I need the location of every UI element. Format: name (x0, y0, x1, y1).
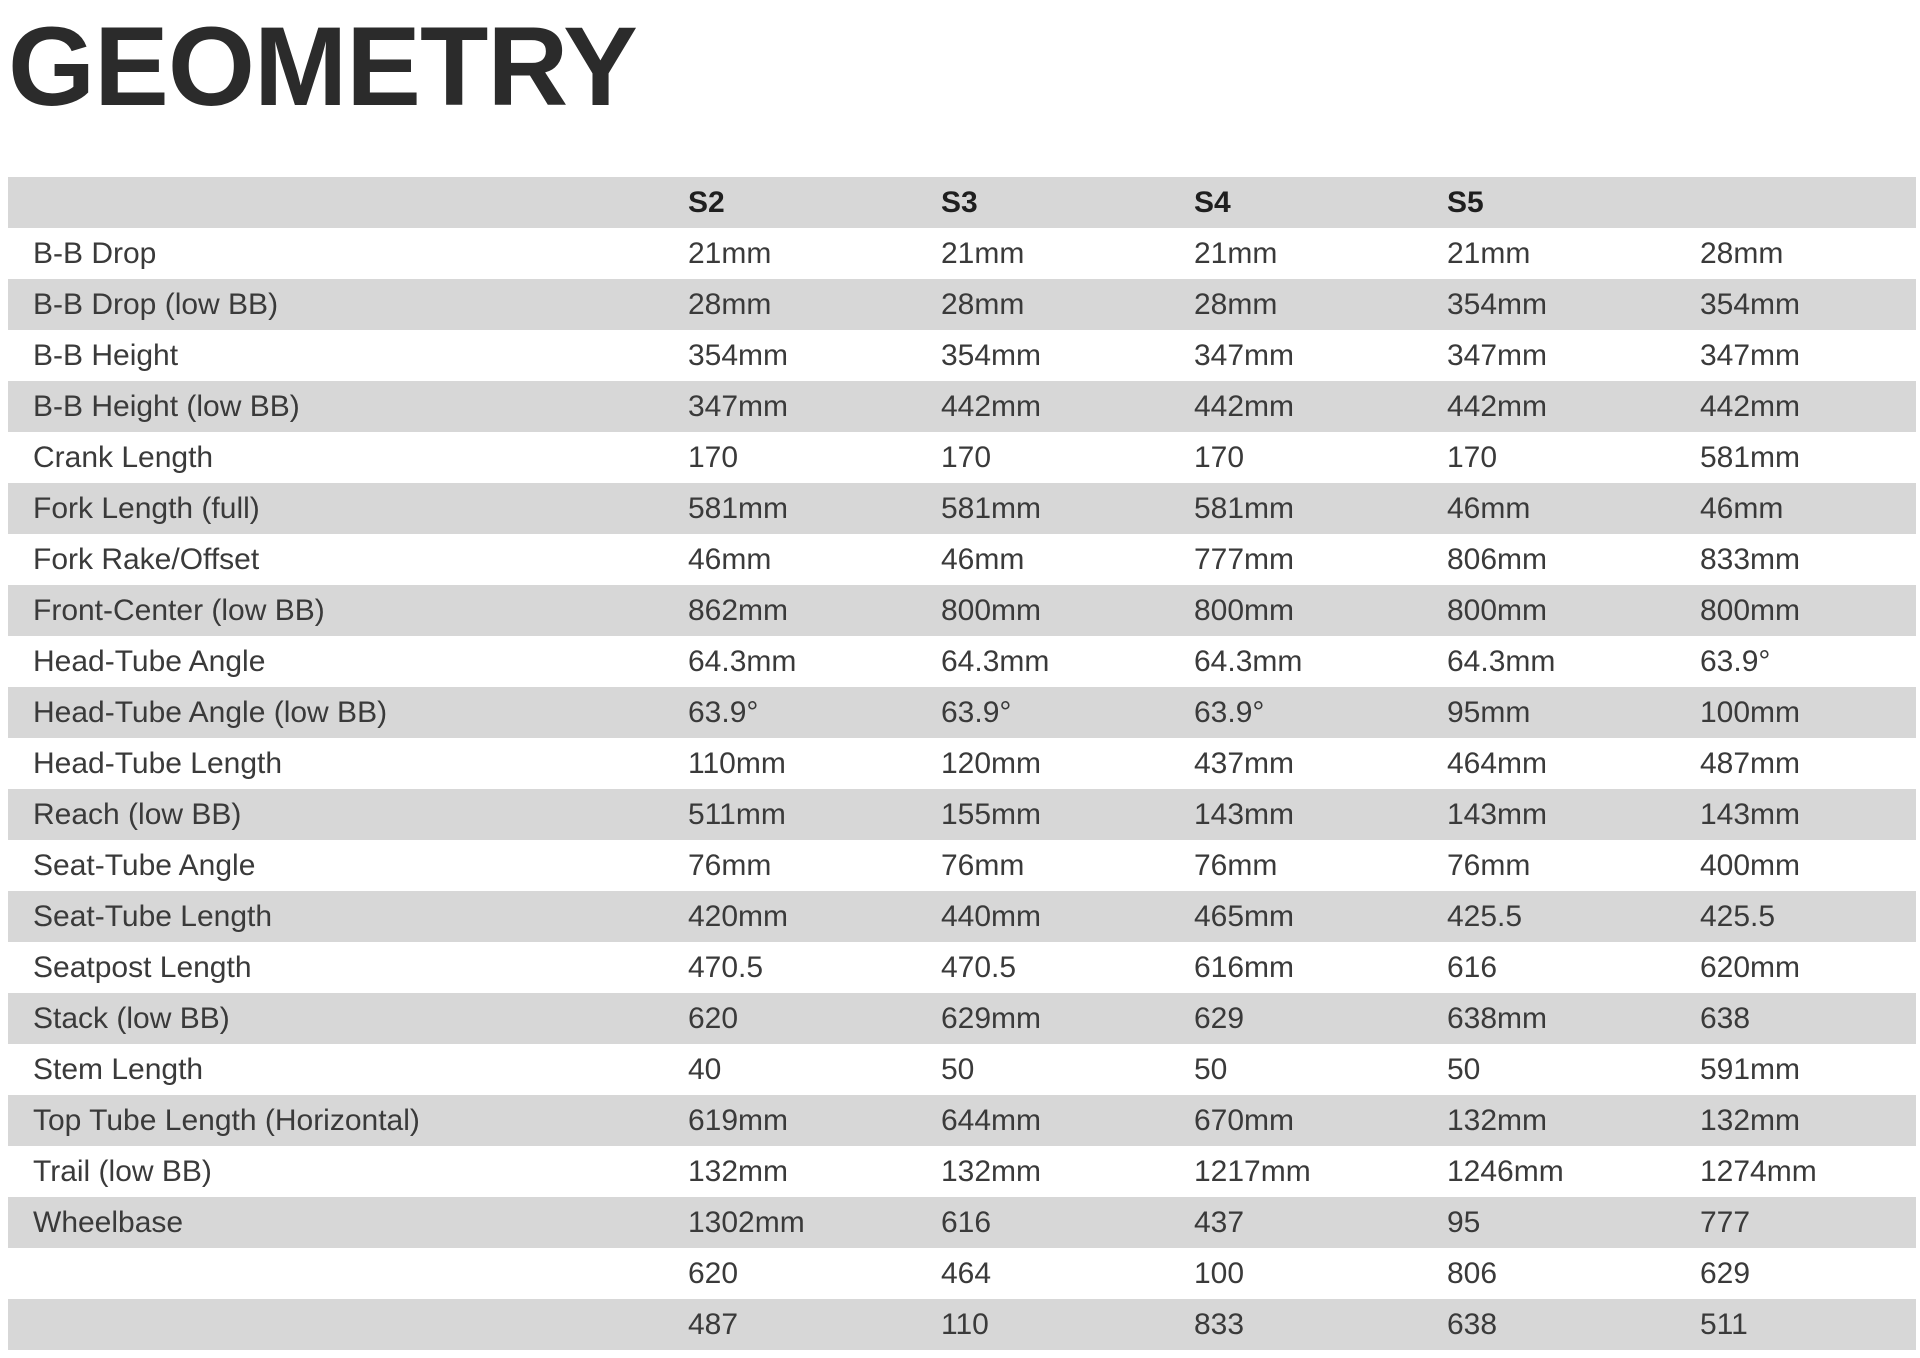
value-cell: 833 (1194, 1307, 1245, 1341)
row-label: Head-Tube Angle (low BB) (33, 695, 388, 729)
row-label: Stem Length (33, 1052, 204, 1086)
row-label: Seat-Tube Angle (33, 848, 256, 882)
value-cell: 591mm (1700, 1052, 1801, 1086)
value-cell: 638 (1447, 1307, 1498, 1341)
value-cell: 46mm (688, 542, 772, 576)
table-row (8, 942, 1916, 993)
table-row (8, 279, 1916, 330)
value-cell: 132mm (1700, 1103, 1801, 1137)
table-row (8, 891, 1916, 942)
value-cell: 21mm (1447, 236, 1531, 270)
value-cell: 28mm (1194, 287, 1278, 321)
value-cell: 425.5 (1700, 899, 1776, 933)
value-cell: 581mm (1700, 440, 1801, 474)
value-cell: 170 (1194, 440, 1245, 474)
value-cell: 170 (941, 440, 992, 474)
value-cell: 354mm (1447, 287, 1548, 321)
row-label: B-B Drop (33, 236, 157, 270)
value-cell: 132mm (941, 1154, 1042, 1188)
value-cell: 63.9° (1194, 695, 1265, 729)
value-cell: 470.5 (941, 950, 1017, 984)
table-row (8, 432, 1916, 483)
header-cell-s5: S5 (1447, 185, 1484, 219)
value-cell: 1274mm (1700, 1154, 1817, 1188)
value-cell: 638 (1700, 1001, 1751, 1035)
value-cell: 862mm (688, 593, 789, 627)
value-cell: 354mm (941, 338, 1042, 372)
value-cell: 1217mm (1194, 1154, 1311, 1188)
table-row (8, 1299, 1916, 1350)
value-cell: 800mm (1700, 593, 1801, 627)
value-cell: 638mm (1447, 1001, 1548, 1035)
table-row (8, 687, 1916, 738)
table-row (8, 585, 1916, 636)
value-cell: 132mm (1447, 1103, 1548, 1137)
table-row (8, 330, 1916, 381)
value-cell: 347mm (1700, 338, 1801, 372)
value-cell: 28mm (1700, 236, 1784, 270)
row-label (8, 1299, 688, 1350)
row-label: B-B Height (33, 338, 179, 372)
value-cell: 581mm (688, 491, 789, 525)
value-cell: 50 (941, 1052, 975, 1086)
value-cell: 76mm (688, 848, 772, 882)
value-cell: 442mm (1194, 389, 1295, 423)
value-cell: 670mm (1194, 1103, 1295, 1137)
value-cell: 64.3mm (941, 644, 1050, 678)
row-label: Stack (low BB) (33, 1001, 230, 1035)
header-cell-s2: S2 (688, 185, 725, 219)
table-row (8, 636, 1916, 687)
value-cell: 155mm (941, 797, 1042, 831)
row-label: B-B Drop (low BB) (33, 287, 279, 321)
value-cell: 464mm (1447, 746, 1548, 780)
table-row (8, 1197, 1916, 1248)
value-cell: 616mm (1194, 950, 1295, 984)
value-cell: 110 (941, 1307, 989, 1341)
value-cell: 21mm (941, 236, 1025, 270)
page-title: GEOMETRY (8, 4, 637, 129)
table-body (8, 228, 1916, 1350)
value-cell: 620 (688, 1256, 739, 1290)
value-cell: 170 (688, 440, 739, 474)
value-cell: 442mm (941, 389, 1042, 423)
value-cell: 644mm (941, 1103, 1042, 1137)
value-cell: 46mm (1447, 491, 1531, 525)
header-cell-s3: S3 (941, 185, 978, 219)
row-label: Head-Tube Angle (33, 644, 266, 678)
value-cell: 511 (1700, 1307, 1748, 1341)
value-cell: 581mm (1194, 491, 1295, 525)
value-cell: 800mm (941, 593, 1042, 627)
value-cell: 442mm (1700, 389, 1801, 423)
value-cell: 420mm (688, 899, 789, 933)
value-cell: 50 (1194, 1052, 1228, 1086)
value-cell: 76mm (1447, 848, 1531, 882)
value-cell: 437 (1194, 1205, 1245, 1239)
value-cell: 465mm (1194, 899, 1295, 933)
geometry-table (8, 177, 1916, 1350)
value-cell: 100 (1194, 1256, 1245, 1290)
value-cell: 132mm (688, 1154, 789, 1188)
table-row (8, 1248, 1916, 1299)
value-cell: 777mm (1194, 542, 1295, 576)
row-label: Front-Center (low BB) (33, 593, 325, 627)
value-cell: 800mm (1447, 593, 1548, 627)
table-row (8, 840, 1916, 891)
value-cell: 28mm (688, 287, 772, 321)
table-header-row (8, 177, 1916, 228)
row-label: Crank Length (33, 440, 214, 474)
value-cell: 64.3mm (688, 644, 797, 678)
value-cell: 806 (1447, 1256, 1498, 1290)
header-cell-label (8, 177, 688, 228)
value-cell: 619mm (688, 1103, 789, 1137)
value-cell: 40 (688, 1052, 722, 1086)
row-label: Seatpost Length (33, 950, 252, 984)
value-cell: 629 (1700, 1256, 1751, 1290)
value-cell: 64.3mm (1447, 644, 1556, 678)
value-cell: 464 (941, 1256, 992, 1290)
value-cell: 442mm (1447, 389, 1548, 423)
value-cell: 143mm (1194, 797, 1295, 831)
value-cell: 46mm (1700, 491, 1784, 525)
value-cell: 76mm (1194, 848, 1278, 882)
value-cell: 800mm (1194, 593, 1295, 627)
value-cell: 440mm (941, 899, 1042, 933)
value-cell: 100mm (1700, 695, 1801, 729)
value-cell: 143mm (1447, 797, 1548, 831)
value-cell: 581mm (941, 491, 1042, 525)
value-cell: 64.3mm (1194, 644, 1303, 678)
header-cell-extra (1700, 177, 1916, 228)
value-cell: 120mm (941, 746, 1042, 780)
row-label: Wheelbase (33, 1205, 184, 1239)
value-cell: 620mm (1700, 950, 1801, 984)
header-cell-s4: S4 (1194, 185, 1231, 219)
row-label: Top Tube Length (Horizontal) (33, 1103, 420, 1137)
value-cell: 354mm (688, 338, 789, 372)
table-row (8, 1146, 1916, 1197)
value-cell: 616 (1447, 950, 1498, 984)
value-cell: 487mm (1700, 746, 1801, 780)
value-cell: 110mm (688, 746, 786, 780)
value-cell: 46mm (941, 542, 1025, 576)
value-cell: 833mm (1700, 542, 1801, 576)
table-row (8, 534, 1916, 585)
value-cell: 63.9° (688, 695, 759, 729)
value-cell: 470.5 (688, 950, 764, 984)
table-row (8, 789, 1916, 840)
value-cell: 95 (1447, 1205, 1481, 1239)
value-cell: 347mm (1194, 338, 1295, 372)
value-cell: 50 (1447, 1052, 1481, 1086)
value-cell: 63.9° (1700, 644, 1771, 678)
row-label: Seat-Tube Length (33, 899, 273, 933)
table-row (8, 993, 1916, 1044)
row-label: Head-Tube Length (33, 746, 283, 780)
value-cell: 21mm (1194, 236, 1278, 270)
value-cell: 21mm (688, 236, 772, 270)
value-cell: 400mm (1700, 848, 1801, 882)
row-label: Fork Length (full) (33, 491, 260, 525)
table-row (8, 738, 1916, 789)
row-label: Trail (low BB) (33, 1154, 212, 1188)
value-cell: 777 (1700, 1205, 1751, 1239)
table-row (8, 228, 1916, 279)
value-cell: 28mm (941, 287, 1025, 321)
row-label: Fork Rake/Offset (33, 542, 260, 576)
value-cell: 629mm (941, 1001, 1042, 1035)
value-cell: 806mm (1447, 542, 1548, 576)
value-cell: 354mm (1700, 287, 1801, 321)
table-row (8, 483, 1916, 534)
value-cell: 425.5 (1447, 899, 1523, 933)
value-cell: 347mm (1447, 338, 1548, 372)
value-cell: 487 (688, 1307, 739, 1341)
value-cell: 629 (1194, 1001, 1245, 1035)
value-cell: 95mm (1447, 695, 1531, 729)
value-cell: 170 (1447, 440, 1498, 474)
table-row (8, 1044, 1916, 1095)
value-cell: 511mm (688, 797, 786, 831)
value-cell: 143mm (1700, 797, 1801, 831)
table-row (8, 381, 1916, 432)
value-cell: 347mm (688, 389, 789, 423)
value-cell: 616 (941, 1205, 992, 1239)
value-cell: 63.9° (941, 695, 1012, 729)
row-label: Reach (low BB) (33, 797, 242, 831)
value-cell: 1302mm (688, 1205, 805, 1239)
value-cell: 76mm (941, 848, 1025, 882)
table-row (8, 1095, 1916, 1146)
row-label: B-B Height (low BB) (33, 389, 300, 423)
value-cell: 620 (688, 1001, 739, 1035)
row-label (8, 1248, 688, 1299)
value-cell: 1246mm (1447, 1154, 1564, 1188)
value-cell: 437mm (1194, 746, 1295, 780)
